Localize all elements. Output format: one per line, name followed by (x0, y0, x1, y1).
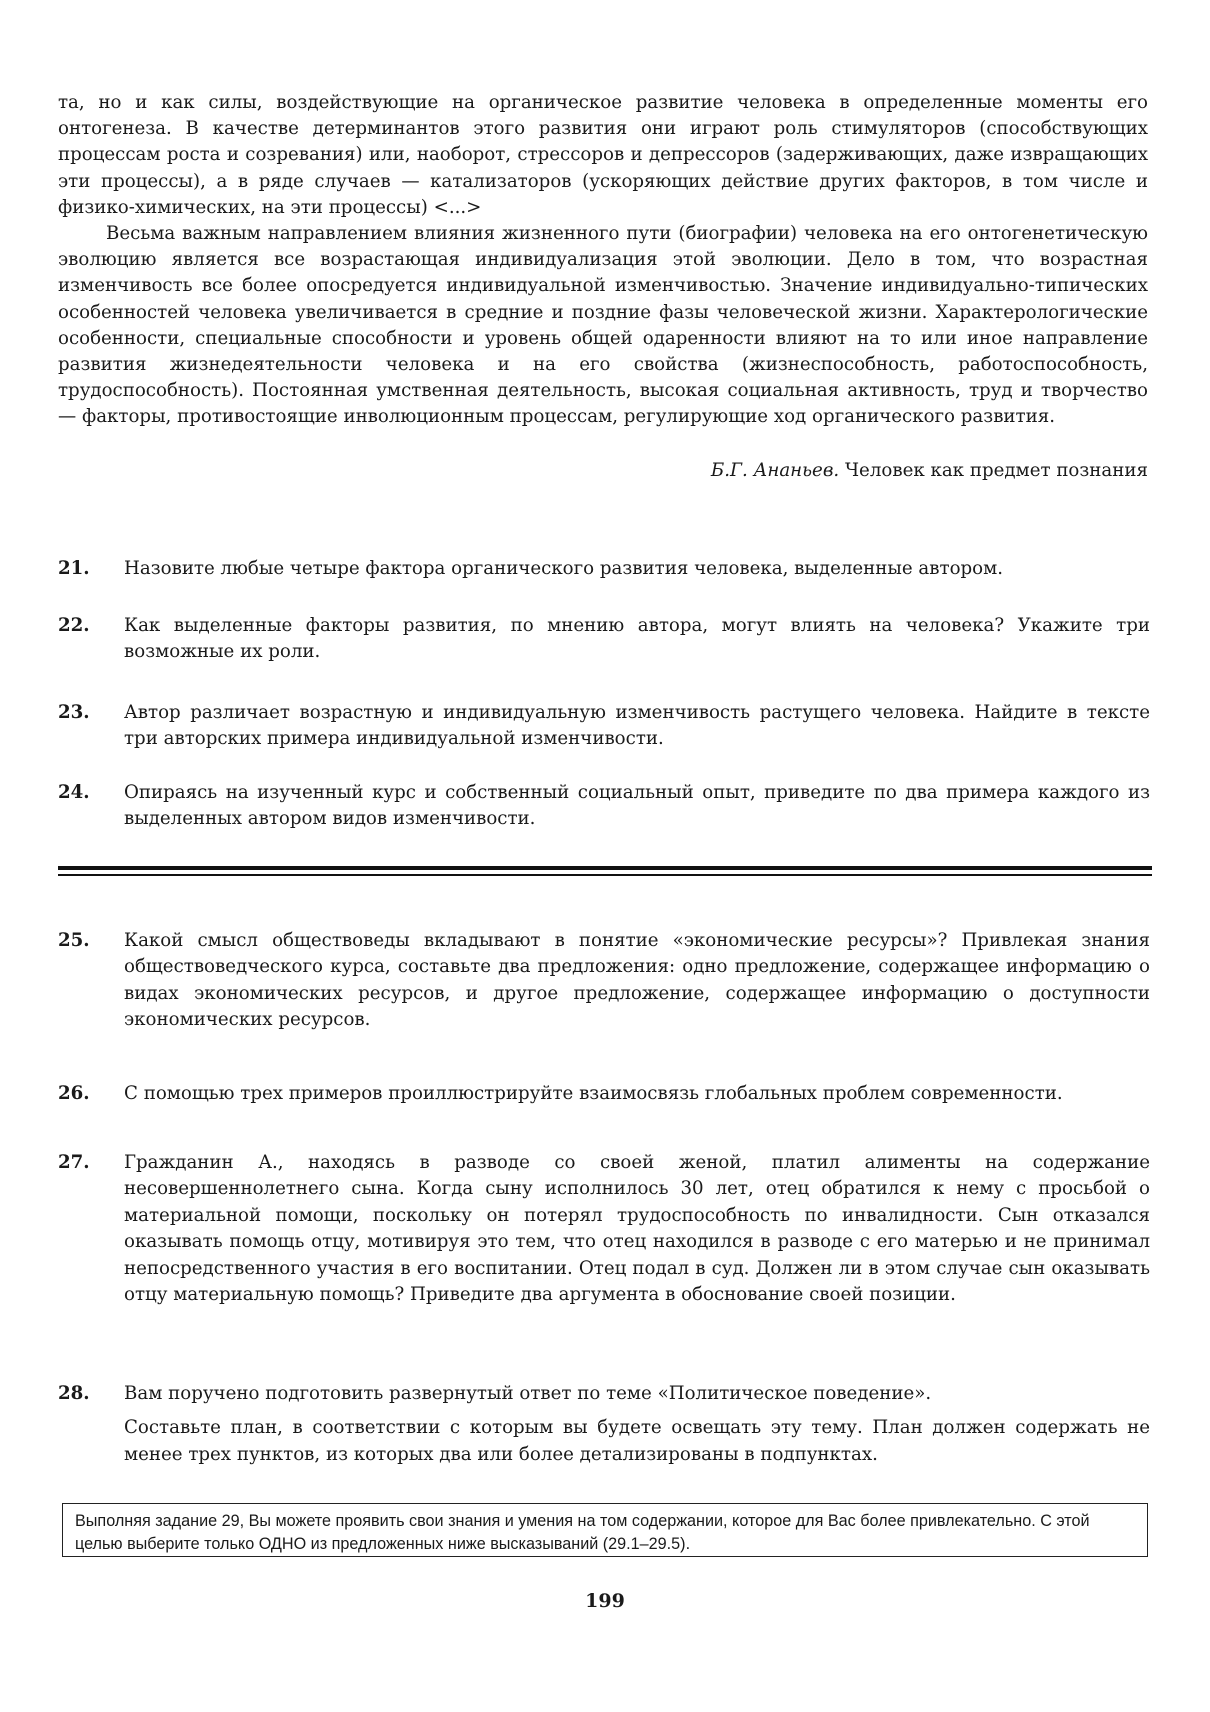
notice-text: Выполняя задание 29, Вы можете проявить свои знания и умения на том содержании, которое для Вас более привлекательно. С этой целью выберите только ОДНО из предложенных ниже высказываний (29.1–29.5). (75, 1512, 1090, 1553)
task-text: Гражданин А., находясь в разводе со своей женой, платил алименты на содержание несовершеннолетнего сына. Когда сыну исполнилось 30 лет, отец обратился к нему с просьбой о материальной помощи, поскольку он потерял трудоспособность по инвалидности. Сын отказался оказывать помощь отцу, мотивируя это тем, что отец находился в разводе с его матерью и не принимал непосредственного участия в его воспитании. Отец подал в суд. Должен ли в этом случае сын оказывать отцу материальную помощь? Приведите два аргумента в обоснование своей позиции. (124, 1152, 1150, 1306)
source-author: Б.Г. Ананьев. (710, 460, 840, 481)
task-text: Назовите любые четыре фактора органического развития человека, выделенные автором. (124, 558, 1004, 579)
task-28 (58, 1381, 1150, 1468)
task-26 (58, 1081, 1150, 1107)
task-text: С помощью трех примеров проиллюстрируйте взаимосвязь глобальных проблем современности. (124, 1083, 1063, 1104)
task-27 (58, 1150, 1150, 1308)
task-text-continued: Составьте план, в соответствии с которым вы будете освещать эту тему. План должен содержать не менее трех пунктов, из которых два или более детализированы в подпунктах. (124, 1417, 1150, 1465)
task-25 (58, 928, 1150, 1034)
task-number: 27. (58, 1152, 90, 1173)
passage-paragraph-2: Весьма важным направлением влияния жизненного пути (биографии) человека на его онтогенетическую эволюцию является все возрастающая индивидуализация этой эволюции. Дело в том, что возрастная изменчивость все более опосредуется индивидуальной изменчивостью. Значение индивидуально-типических особенностей человека увеличивается в средние и поздние фазы человеческой жизни. Характерологические особенности, специальные способности и уровень общей одаренности влияют на то или иное направление развития жизнедеятельности человека и на его свойства (жизнеспособность, работоспособность, трудоспособность). Постоянная умственная деятельность, высокая социальная активность, труд и творчество — факторы, противостоящие инволюционным процессам, регулирующие ход органического развития. (58, 223, 1148, 428)
task-29-notice-box (62, 1503, 1148, 1557)
task-text: Какой смысл обществоведы вкладывают в понятие «экономические ресурсы»? Привлекая знания обществоведческого курса, составьте два предложения: одно предложение, содержащее информацию о видах экономических ресурсов, и другое предложение, содержащее информацию о доступности экономических ресурсов. (124, 930, 1150, 1031)
source-title: Человек как предмет познания (845, 460, 1148, 481)
task-number: 22. (58, 615, 90, 636)
task-number: 21. (58, 558, 90, 579)
task-number: 28. (58, 1383, 90, 1404)
task-number: 26. (58, 1083, 90, 1104)
task-21 (58, 556, 1150, 582)
task-number: 24. (58, 782, 90, 803)
passage-source (711, 458, 1148, 484)
task-text: Опираясь на изученный курс и собственный социальный опыт, приведите по два примера каждого из выделенных автором видов изменчивости. (124, 782, 1150, 830)
section-divider-thick (58, 866, 1152, 870)
task-24 (58, 780, 1150, 833)
page-number: 199 (585, 1590, 625, 1612)
section-divider-thin (58, 874, 1152, 876)
task-22 (58, 613, 1150, 666)
task-number: 25. (58, 930, 90, 951)
quoted-passage (58, 90, 1148, 431)
task-text: Автор различает возрастную и индивидуальную изменчивость растущего человека. Найдите в тексте три авторских примера индивидуальной изменчивости. (124, 702, 1150, 750)
passage-paragraph-1: та, но и как силы, воздействующие на органическое развитие человека в определенные моменты его онтогенеза. В качестве детерминантов этого развития они играют роль стимуляторов (способствующих процессам роста и созревания) или, наоборот, стрессоров и депрессоров (задерживающих, даже извращающих эти процессы), а в ряде случаев — катализаторов (ускоряющих действие других факторов, в том числе и физико-химических, на эти процессы) <...> (58, 92, 1148, 218)
task-text: Как выделенные факторы развития, по мнению автора, могут влиять на человека? Укажите три возможные их роли. (124, 615, 1150, 663)
task-text: Вам поручено подготовить развернутый ответ по теме «Политическое поведение». (124, 1383, 932, 1404)
task-23 (58, 700, 1150, 753)
task-number: 23. (58, 702, 90, 723)
